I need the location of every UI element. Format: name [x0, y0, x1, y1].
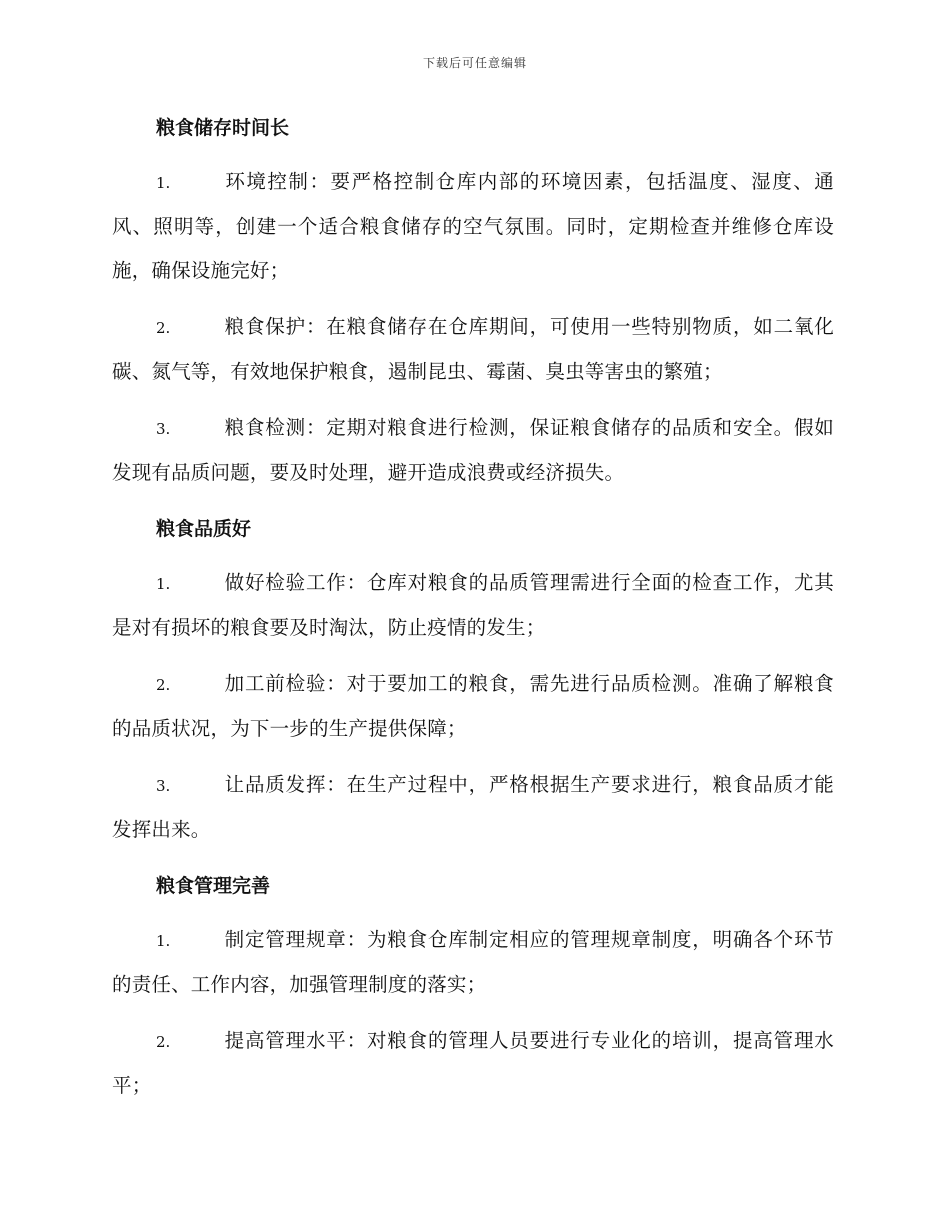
list-item — [112, 305, 834, 394]
section-storage-duration — [112, 108, 834, 495]
item-text: 制定管理规章：为粮食仓库制定相应的管理规章制度，明确各个环节的责任、工作内容，加强管理制度的落实； — [112, 928, 834, 996]
item-number: 1. — [156, 575, 171, 593]
item-number: 1. — [156, 932, 171, 950]
item-text: 粮食检测：定期对粮食进行检测，保证粮食储存的品质和安全。假如发现有品质问题，要及时处理，避开造成浪费或经济损失。 — [112, 416, 834, 484]
section-quality — [112, 509, 834, 852]
section-title: 粮食管理完善 — [156, 875, 271, 897]
item-number: 3. — [156, 777, 171, 795]
section-title: 粮食品质好 — [156, 518, 252, 540]
item-text: 环境控制：要严格控制仓库内部的环境因素，包括温度、湿度、通风、照明等，创建一个适合粮食储存的空气氛围。同时，定期检查并维修仓库设施，确保设施完好； — [112, 170, 834, 282]
item-number: 2. — [156, 319, 171, 337]
item-number: 3. — [156, 420, 171, 438]
item-text: 粮食保护：在粮食储存在仓库期间，可使用一些特别物质，如二氧化碳、氮气等，有效地保护粮食，遏制昆虫、霉菌、臭虫等害虫的繁殖； — [112, 315, 834, 383]
list-item — [112, 160, 834, 293]
item-text: 加工前检验：对于要加工的粮食，需先进行品质检测。准确了解粮食的品质状况，为下一步的生产提供保障； — [112, 672, 834, 740]
header-note: 下载后可任意编辑 — [422, 56, 527, 70]
list-item — [112, 1019, 834, 1108]
item-number: 2. — [156, 1033, 171, 1051]
item-text: 做好检验工作：仓库对粮食的品质管理需进行全面的检查工作，尤其是对有损坏的粮食要及时淘汰，防止疫情的发生； — [112, 571, 834, 639]
item-number: 2. — [156, 676, 171, 694]
item-number: 1. — [156, 174, 171, 192]
list-item — [112, 763, 834, 852]
list-item — [112, 561, 834, 650]
list-item — [112, 918, 834, 1007]
list-item — [112, 406, 834, 495]
section-management — [112, 866, 834, 1108]
list-item — [112, 662, 834, 751]
item-text: 提高管理水平：对粮食的管理人员要进行专业化的培训，提高管理水平； — [112, 1029, 834, 1097]
document-body — [112, 108, 834, 1108]
section-title: 粮食储存时间长 — [156, 117, 290, 139]
item-text: 让品质发挥：在生产过程中，严格根据生产要求进行，粮食品质才能发挥出来。 — [112, 773, 834, 841]
